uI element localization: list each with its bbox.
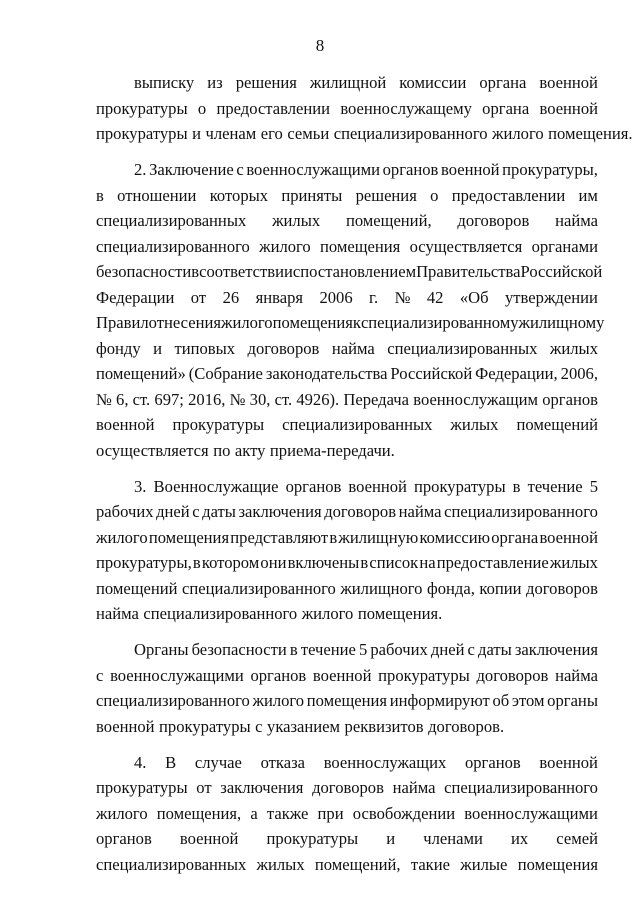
text-line: военной прокуратуры специализированных жилых помещений: [96, 415, 598, 434]
text-line: № 6, ст. 697; 2016, № 30, ст. 4926). Передача военнослужащим органов: [96, 389, 598, 409]
paragraph-gap: [96, 739, 598, 750]
text-line: жилого помещения, а также при освобождении военнослужащими: [96, 803, 598, 823]
text-line: жилого помещения представляют в жилищную комиссию органа военной: [96, 527, 598, 547]
text-line: фонду и типовых договоров найма специализированных жилых: [96, 338, 598, 358]
paragraph-gap: [96, 147, 598, 158]
paragraph-p4: [96, 750, 598, 878]
text-line: военной прокуратуры с указанием реквизитов договоров.: [96, 716, 505, 736]
text-line: осуществляется по акту приема-передачи.: [96, 440, 395, 460]
paragraph-p3: [96, 637, 598, 739]
text-line: Правил отнесения жилого помещения к специализированному жилищному: [96, 313, 605, 332]
text-line: Органы безопасности в течение 5 рабочих дней с даты заключения: [134, 640, 598, 659]
text-line: рабочих дней с даты заключения договоров найма специализированного: [96, 502, 598, 521]
text-line: прокуратуры от заключения договоров найма специализированного: [96, 778, 598, 797]
text-line: безопасности в соответствии с постановлением Правительства Российской: [96, 262, 603, 281]
paragraph-p0: [96, 70, 633, 147]
text-line: специализированного жилого помещения осуществляется органами: [96, 236, 598, 256]
text-line: прокуратуры, в котором они включены в список на предоставление жилых: [96, 553, 598, 572]
page-number: 8: [315, 36, 325, 55]
text-line: органов военной прокуратуры и членами их семей: [96, 829, 598, 848]
text-line: Федерации от 26 января 2006 г. № 42 «Об утверждении: [96, 287, 598, 307]
text-line: помещений» (Собрание законодательства Российской Федерации, 2006,: [96, 364, 598, 383]
document-body: [96, 70, 633, 877]
text-line: 4. В случае отказа военнослужащих органов военной: [134, 752, 598, 772]
text-line: в отношении которых приняты решения о предоставлении им: [96, 185, 598, 205]
paragraph-p1: [96, 157, 605, 463]
text-line: специализированных жилых помещений, такие жилые помещения: [96, 854, 598, 874]
paragraph-p2: [96, 474, 598, 627]
text-line: найма специализированного жилого помещения.: [96, 604, 443, 623]
text-line: прокуратуры и членам его семьи специализированного жилого помещения.: [96, 124, 633, 143]
text-line: специализированного жилого помещения информируют об этом органы: [96, 691, 598, 710]
text-line: выписку из решения жилищной комиссии органа военной: [134, 73, 598, 92]
text-line: 3. Военнослужащие органов военной прокуратуры в течение 5: [134, 476, 598, 496]
paragraph-gap: [96, 627, 598, 638]
paragraph-gap: [96, 463, 598, 474]
text-line: прокуратуры о предоставлении военнослужащему органа военной: [96, 98, 598, 118]
text-line: помещений специализированного жилищного фонда, копии договоров: [96, 578, 598, 598]
text-line: 2. Заключение с военнослужащими органов военной прокуратуры,: [134, 160, 598, 179]
text-line: с военнослужащими органов военной прокуратуры договоров найма: [96, 665, 598, 685]
text-line: специализированных жилых помещений, договоров найма: [96, 211, 598, 230]
